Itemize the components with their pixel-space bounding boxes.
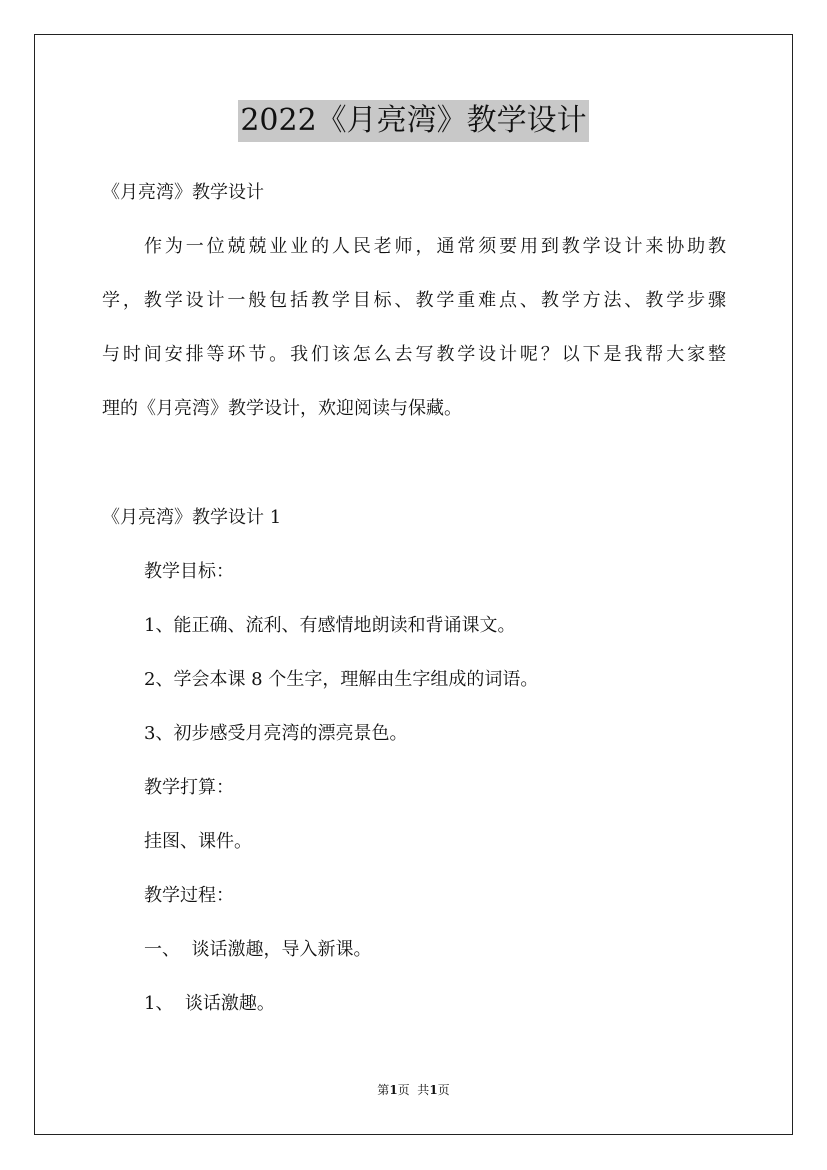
section-line-2: 1、能正确、流利、有感情地朗读和背诵课文。	[144, 615, 516, 636]
section-line-3: 2、学会本课 8 个生字，理解由生字组成的词语。	[144, 669, 539, 690]
title-wrap	[0, 100, 827, 142]
intro-line-2: 学，教学设计一般包括教学目标、教学重难点、教学方法、教学步骤	[102, 290, 726, 311]
section-line-1: 教学目标：	[144, 561, 234, 582]
section-line-5: 教学打算：	[144, 777, 234, 798]
footer-suffix: 页	[437, 1083, 450, 1097]
section-heading: 《月亮湾》教学设计 1	[102, 507, 282, 528]
section-line-4: 3、初步感受月亮湾的漂亮景色。	[144, 723, 408, 744]
section-line-9: 1、 谈话激趣。	[144, 993, 275, 1014]
section-line-8: 一、 谈话激趣，导入新课。	[144, 939, 372, 960]
footer-page-total: 1	[429, 1083, 438, 1097]
footer-page-number: 1	[389, 1083, 398, 1097]
footer-mid: 页 共	[397, 1083, 430, 1097]
section-line-7: 教学过程：	[144, 885, 234, 906]
intro-line-3: 与时间安排等环节。我们该怎么去写教学设计呢？以下是我帮大家整	[102, 344, 726, 365]
page-footer	[0, 1082, 827, 1098]
intro-line-4: 理的《月亮湾》教学设计，欢迎阅读与保藏。	[102, 398, 462, 419]
document-title: 2022《月亮湾》教学设计	[238, 100, 588, 142]
footer-prefix: 第	[377, 1083, 390, 1097]
intro-line-1: 作为一位兢兢业业的人民老师，通常须要用到教学设计来协助教	[144, 236, 726, 257]
document-subtitle: 《月亮湾》教学设计	[102, 182, 264, 203]
section-line-6: 挂图、课件。	[144, 831, 252, 852]
